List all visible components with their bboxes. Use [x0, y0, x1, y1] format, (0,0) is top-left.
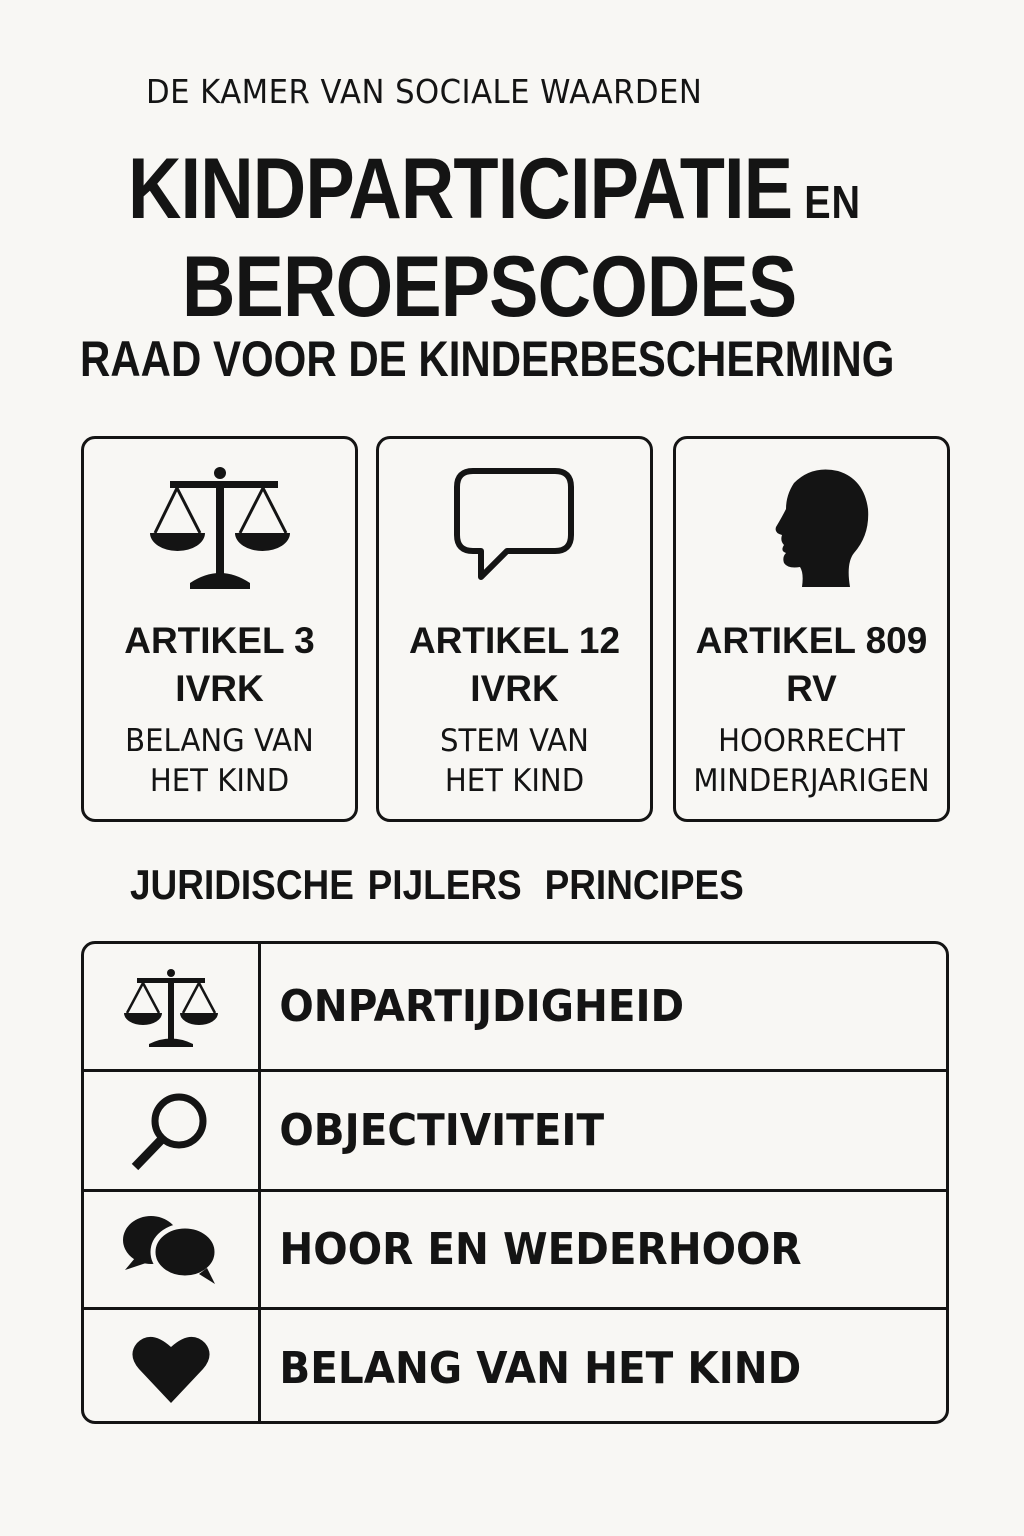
- section-heading-left: JURIDISCHE PIJLERS: [130, 861, 522, 908]
- principle-row: [84, 1069, 946, 1189]
- speech-bubble-icon: [379, 463, 650, 593]
- organization-name: DE KAMER VAN SOCIALE WAARDEN: [146, 72, 703, 111]
- principle-row: [84, 944, 946, 1069]
- section-heading: [130, 861, 744, 908]
- card-description: HOORRECHT MINDERJARIGEN: [693, 723, 930, 799]
- card-artikel-809: [673, 436, 950, 822]
- card-description: BELANG VAN HET KIND: [125, 723, 314, 799]
- heart-icon: [84, 1310, 261, 1424]
- scales-of-justice-icon: [84, 944, 261, 1069]
- head-profile-icon: [676, 463, 947, 593]
- card-description: STEM VAN HET KIND: [440, 723, 589, 799]
- page-title-line2: BEROEPSCODES: [182, 239, 797, 335]
- card-title: ARTIKEL 809 RV: [695, 620, 928, 709]
- principle-label: HOOR EN WEDERHOOR: [279, 1224, 802, 1275]
- page-title-line1: [128, 141, 861, 237]
- principle-label: ONPARTIJDIGHEID: [279, 981, 685, 1032]
- page-subtitle: RAAD VOOR DE KINDERBESCHERMING: [80, 331, 895, 387]
- principle-row: [84, 1189, 946, 1307]
- card-title: ARTIKEL 3 IVRK: [124, 620, 315, 709]
- magnifying-glass-icon: [84, 1072, 261, 1189]
- scales-of-justice-icon: [84, 463, 355, 593]
- title-main: KINDPARTICIPATIE: [128, 141, 793, 237]
- card-artikel-3: [81, 436, 358, 822]
- speech-bubbles-icon: [84, 1192, 261, 1307]
- card-artikel-12: [376, 436, 653, 822]
- section-heading-right: PRINCIPES: [544, 861, 744, 908]
- principle-label: BELANG VAN HET KIND: [279, 1343, 802, 1394]
- card-title: ARTIKEL 12 IVRK: [408, 620, 621, 709]
- principle-label: OBJECTIVITEIT: [279, 1105, 605, 1156]
- principle-row: [84, 1307, 946, 1424]
- principles-table: [81, 941, 949, 1424]
- title-connector: EN: [804, 176, 861, 228]
